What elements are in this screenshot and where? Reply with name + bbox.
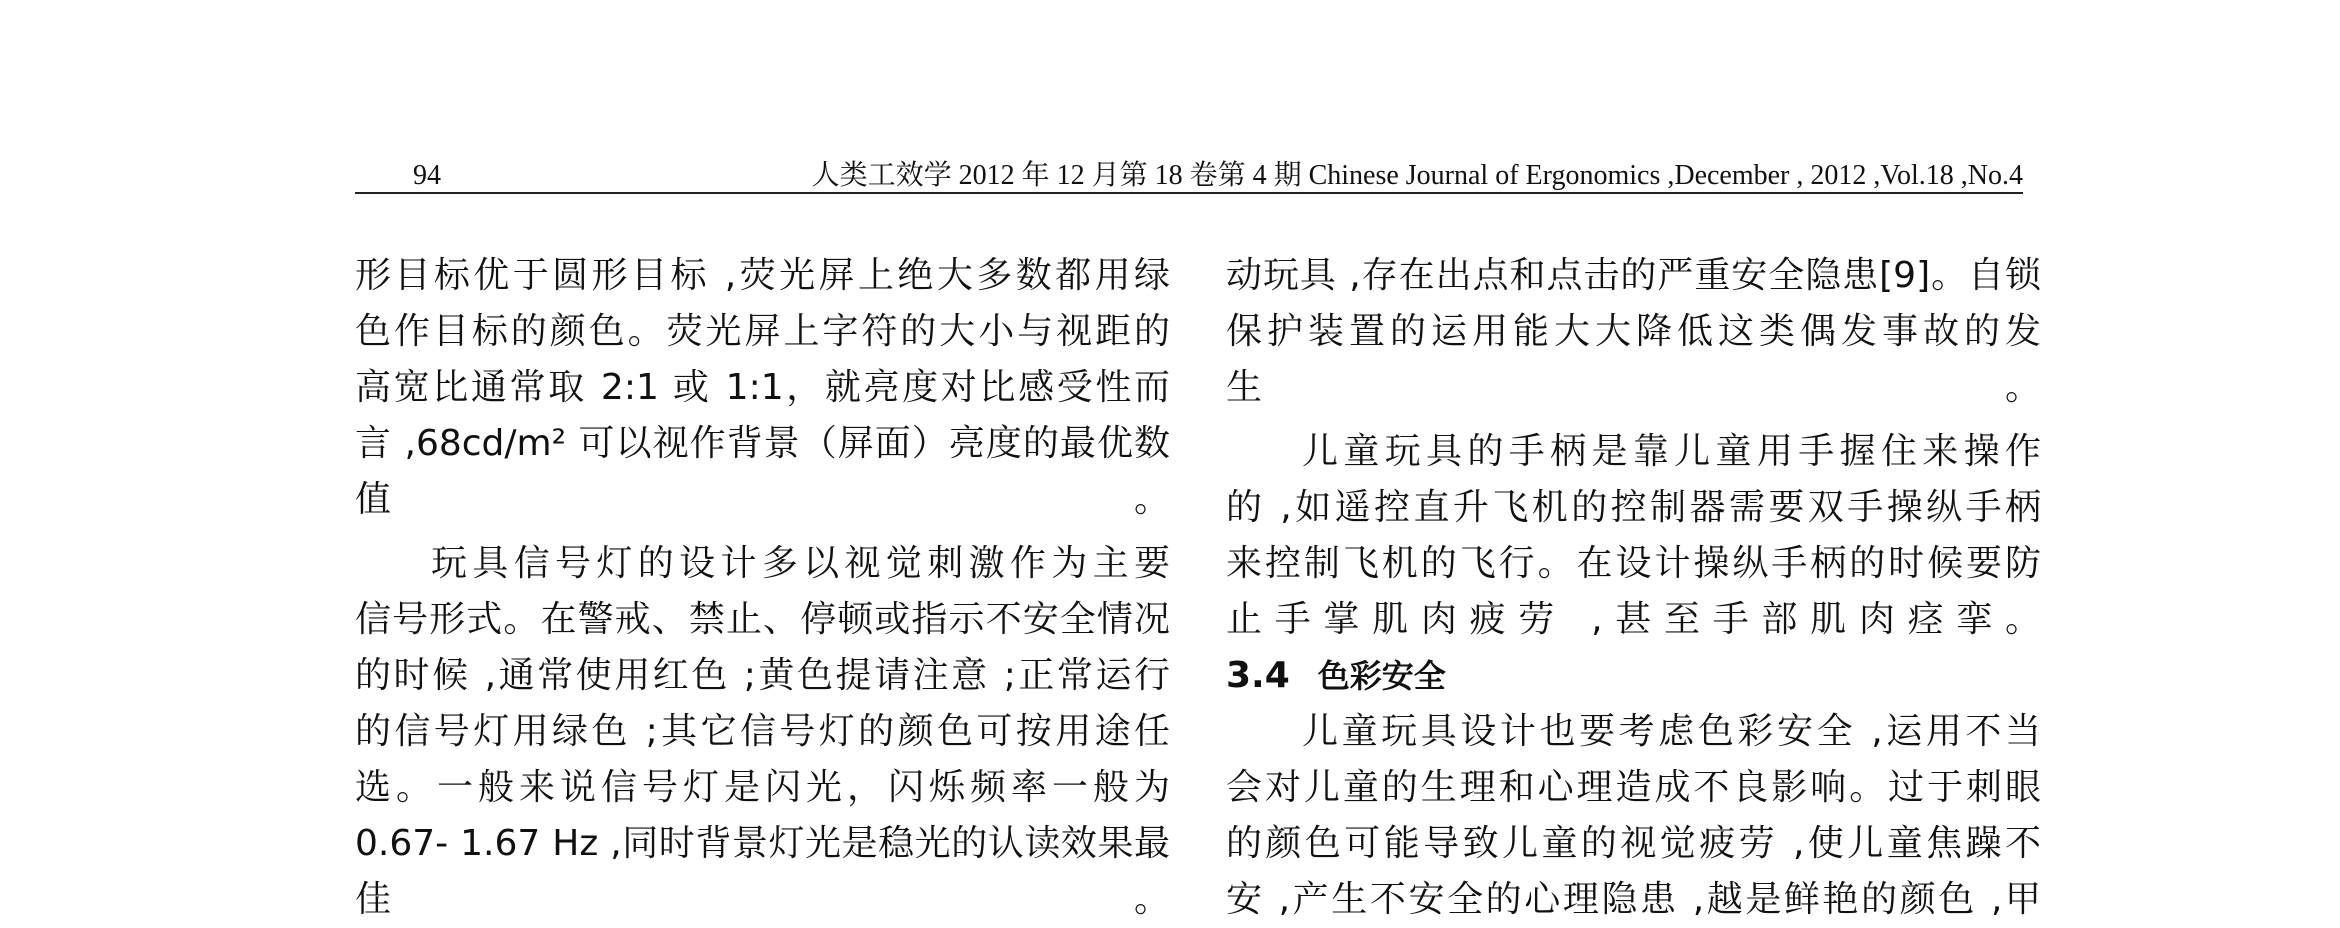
text-line: 的时候 ,通常使用红色 ;黄色提请注意 ;正常运行 bbox=[355, 655, 1170, 696]
section-title: 色彩安全 bbox=[1317, 657, 1446, 695]
text-line: 的信号灯用绿色 ;其它信号灯的颜色可按用途任 bbox=[355, 711, 1170, 752]
text-line: 儿童玩具的手柄是靠儿童用手握住来操作 bbox=[1302, 431, 2041, 472]
paragraph-target-display bbox=[355, 248, 1170, 528]
text-line: 信号形式。在警戒、禁止、停顿或指示不安全情况 bbox=[355, 599, 1170, 640]
paragraph-color-safety bbox=[1226, 704, 2041, 928]
journal-citation: 人类工效学 2012 年 12 月第 18 卷第 4 期 Chinese Journal of Ergonomics ,December , 2012 ,Vol.18 ,No.4 bbox=[811, 160, 2023, 191]
text-line: 佳。 bbox=[355, 879, 1170, 920]
text-line: 值。 bbox=[355, 479, 1170, 520]
text-line: 形目标优于圆形目标 ,荧光屏上绝大多数都用绿 bbox=[355, 255, 1170, 296]
text-line: 色作目标的颜色。荧光屏上字符的大小与视距的 bbox=[355, 311, 1170, 352]
section-number: 3.4 bbox=[1226, 655, 1290, 696]
text-line: 保护装置的运用能大大降低这类偶发事故的发 bbox=[1226, 311, 2041, 352]
text-line: 来控制飞机的飞行。在设计操纵手柄的时候要防 bbox=[1226, 543, 2041, 584]
text-line: 会对儿童的生理和心理造成不良影响。过于刺眼 bbox=[1226, 767, 2041, 808]
text-line: 的 ,如遥控直升飞机的控制器需要双手操纵手柄 bbox=[1226, 487, 2041, 528]
right-column bbox=[1226, 248, 2041, 928]
text-line: 言 ,68cd/m² 可以视作背景（屏面）亮度的最优数 bbox=[355, 423, 1170, 464]
running-header bbox=[355, 148, 2023, 194]
text-line: 动玩具 ,存在出点和点击的严重安全隐患[9]。自锁 bbox=[1226, 255, 2041, 296]
paragraph-signal-lights bbox=[355, 536, 1170, 928]
page-number: 94 bbox=[413, 160, 441, 191]
paragraph-handle-design bbox=[1226, 424, 2041, 648]
text-line: 生。 bbox=[1226, 367, 2041, 408]
text-line: 安 ,产生不安全的心理隐患 ,越是鲜艳的颜色 ,甲 bbox=[1226, 879, 2041, 920]
left-column bbox=[355, 248, 1170, 928]
text-line: 高宽比通常取 2:1 或 1:1，就亮度对比感受性而 bbox=[355, 367, 1170, 408]
text-line: 儿童玩具设计也要考虑色彩安全 ,运用不当 bbox=[1302, 711, 2041, 752]
paragraph-safety-lock bbox=[1226, 248, 2041, 416]
text-line: 的颜色可能导致儿童的视觉疲劳 ,使儿童焦躁不 bbox=[1226, 823, 2041, 864]
text-line: 0.67- 1.67 Hz ,同时背景灯光是稳光的认读效果最 bbox=[355, 823, 1170, 864]
text-line: 选。一般来说信号灯是闪光，闪烁频率一般为 bbox=[355, 767, 1170, 808]
text-line: 玩具信号灯的设计多以视觉刺激作为主要 bbox=[431, 543, 1170, 584]
text-line: 止手掌肌肉疲劳 ,甚至手部肌肉痉挛。 bbox=[1226, 599, 2041, 640]
section-heading bbox=[1226, 648, 2041, 704]
